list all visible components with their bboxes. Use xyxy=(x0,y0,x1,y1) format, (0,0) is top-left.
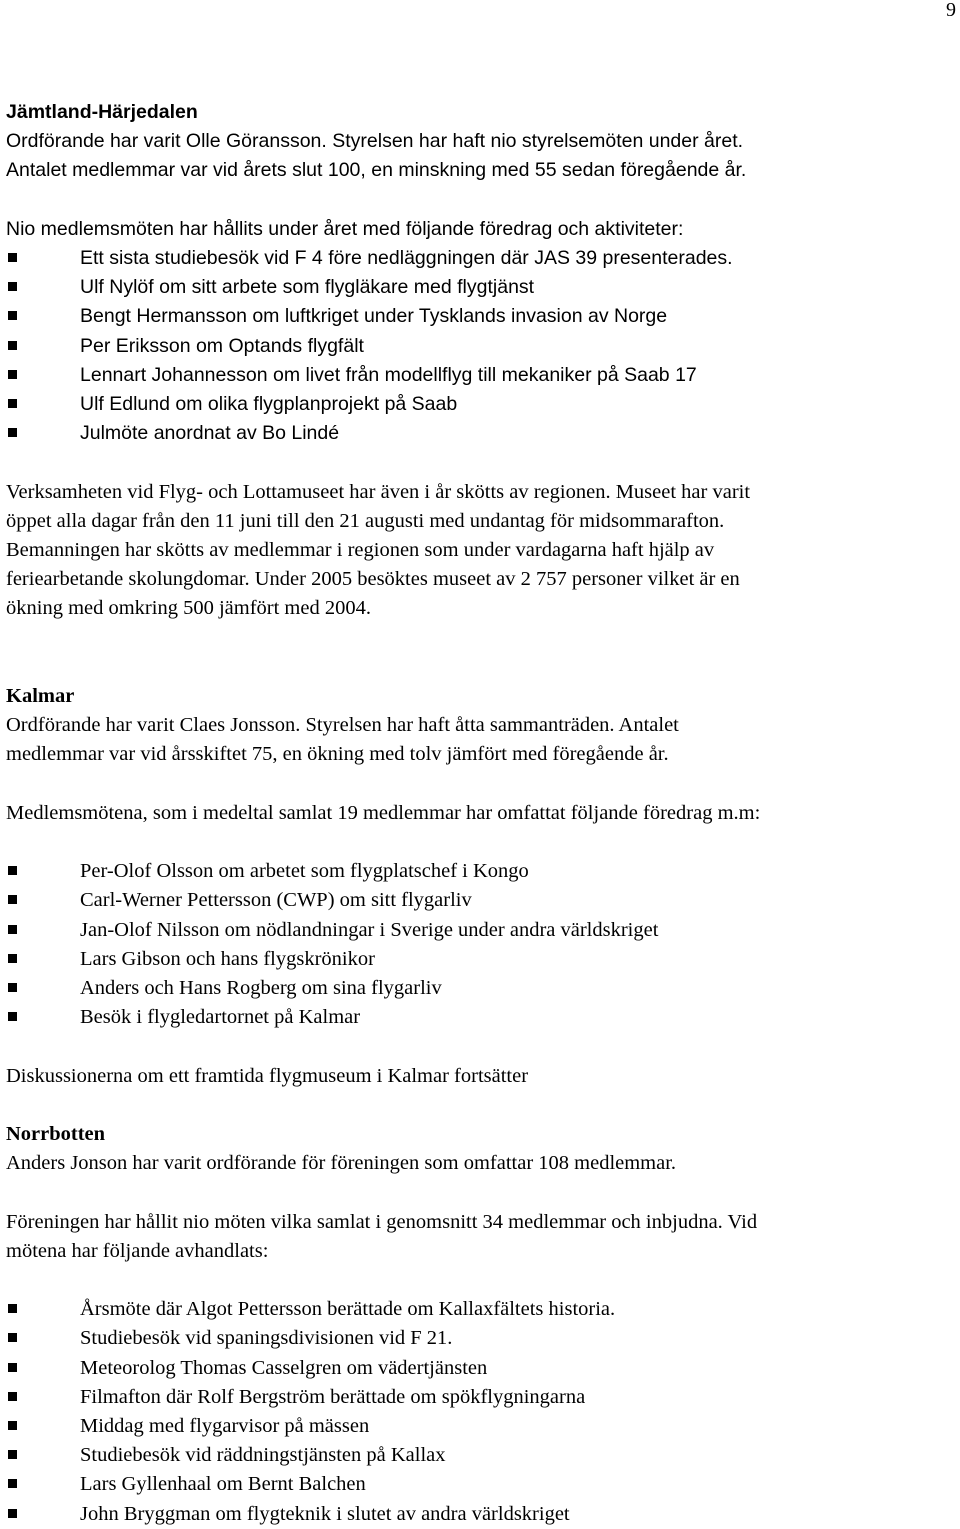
list-item: Jan-Olof Nilsson om nödlandningar i Sverige under andra världskriget xyxy=(6,916,954,945)
bullet-square-icon xyxy=(8,1012,17,1021)
bullet-square-icon xyxy=(8,428,17,437)
bullet-square-icon xyxy=(8,1509,17,1518)
meeting-list xyxy=(6,1295,954,1529)
bullet-square-icon xyxy=(8,341,17,350)
list-item: Per Eriksson om Optands flygfält xyxy=(6,332,954,361)
list-item: Studiebesök vid räddningstjänsten på Kallax xyxy=(6,1441,954,1470)
list-intro: mötena har följande avhandlats: xyxy=(6,1239,269,1262)
list-intro: Föreningen har hållit nio möten vilka samlat i genomsnitt 34 medlemmar och inbjudna. Vid xyxy=(6,1210,758,1233)
list-item: Carl-Werner Pettersson (CWP) om sitt flygarliv xyxy=(6,886,954,915)
list-item: Anders och Hans Rogberg om sina flygarliv xyxy=(6,974,954,1003)
list-item: Lars Gyllenhaal om Bernt Balchen xyxy=(6,1470,954,1499)
bullet-square-icon xyxy=(8,895,17,904)
section-norrbotten xyxy=(6,1120,954,1529)
section-heading: Norrbotten xyxy=(6,1123,106,1145)
bullet-square-icon xyxy=(8,1333,17,1342)
list-item: Ett sista studiebesök vid F 4 före nedläggningen där JAS 39 presenterades. xyxy=(6,244,954,273)
section-heading: Jämtland-Härjedalen xyxy=(6,101,198,123)
list-item: Ulf Edlund om olika flygplanprojekt på Saab xyxy=(6,390,954,419)
museum-paragraph-line: feriearbetande skolungdomar. Under 2005 besöktes museet av 2 757 personer vilket är en xyxy=(6,568,740,591)
bullet-square-icon xyxy=(8,311,17,320)
list-item: Middag med flygarvisor på mässen xyxy=(6,1412,954,1441)
intro-line: Ordförande har varit Olle Göransson. Styrelsen har haft nio styrelsemöten under året. xyxy=(6,130,744,153)
page-number: 9 xyxy=(946,0,956,21)
intro-line: Antalet medlemmar var vid årets slut 100, en minskning med 55 sedan föregående år. xyxy=(6,159,747,182)
bullet-square-icon xyxy=(8,399,17,408)
bullet-square-icon xyxy=(8,1450,17,1459)
document-body xyxy=(6,98,954,1529)
list-item: Per-Olof Olsson om arbetet som flygplatschef i Kongo xyxy=(6,857,954,886)
museum-paragraph-line: öppet alla dagar från den 11 juni till den 21 augusti med undantag för midsommarafton. xyxy=(6,509,725,532)
museum-paragraph-line: ökning med omkring 500 jämfört med 2004. xyxy=(6,597,371,620)
list-item: Besök i flygledartornet på Kalmar xyxy=(6,1003,954,1032)
bullet-square-icon xyxy=(8,1304,17,1313)
bullet-square-icon xyxy=(8,370,17,379)
bullet-square-icon xyxy=(8,282,17,291)
list-item: Lennart Johannesson om livet från modellflyg till mekaniker på Saab 17 xyxy=(6,361,954,390)
intro-line: Ordförande har varit Claes Jonsson. Styrelsen har haft åtta sammanträden. Antalet xyxy=(6,714,679,737)
section-heading: Kalmar xyxy=(6,685,75,708)
list-item: Julmöte anordnat av Bo Lindé xyxy=(6,419,954,448)
list-item: John Bryggman om flygteknik i slutet av andra världskriget xyxy=(6,1500,954,1529)
lecture-list xyxy=(6,857,954,1032)
activity-list xyxy=(6,244,954,448)
bullet-square-icon xyxy=(8,1479,17,1488)
list-intro: Nio medlemsmöten har hållits under året med följande föredrag och aktiviteter: xyxy=(6,217,684,240)
bullet-square-icon xyxy=(8,1363,17,1372)
section-kalmar xyxy=(6,682,954,1091)
list-item: Studiebesök vid spaningsdivisionen vid F 21. xyxy=(6,1324,954,1353)
intro-line: Anders Jonson har varit ordförande för föreningen som omfattar 108 medlemmar. xyxy=(6,1152,677,1175)
list-item: Lars Gibson och hans flygskrönikor xyxy=(6,945,954,974)
bullet-square-icon xyxy=(8,253,17,262)
list-item: Meteorolog Thomas Casselgren om vädertjänsten xyxy=(6,1354,954,1383)
bullet-square-icon xyxy=(8,983,17,992)
bullet-square-icon xyxy=(8,954,17,963)
bullet-square-icon xyxy=(8,925,17,934)
intro-line: medlemmar var vid årsskiftet 75, en ökning med tolv jämfört med föregående år. xyxy=(6,743,669,766)
closing-line: Diskussionerna om ett framtida flygmuseum i Kalmar fortsätter xyxy=(6,1064,529,1087)
list-item: Ulf Nylöf om sitt arbete som flygläkare med flygtjänst xyxy=(6,273,954,302)
list-intro: Medlemsmötena, som i medeltal samlat 19 medlemmar har omfattat följande föredrag m.m: xyxy=(6,801,761,824)
bullet-square-icon xyxy=(8,1421,17,1430)
museum-paragraph-line: Verksamheten vid Flyg- och Lottamuseet har även i år skötts av regionen. Museet har varit xyxy=(6,480,751,503)
bullet-square-icon xyxy=(8,866,17,875)
bullet-square-icon xyxy=(8,1392,17,1401)
list-item: Bengt Hermansson om luftkriget under Tysklands invasion av Norge xyxy=(6,302,954,331)
section-jamtland xyxy=(6,98,954,624)
list-item: Årsmöte där Algot Pettersson berättade om Kallaxfältets historia. xyxy=(6,1295,954,1324)
list-item: Filmafton där Rolf Bergström berättade om spökflygningarna xyxy=(6,1383,954,1412)
museum-paragraph-line: Bemanningen har skötts av medlemmar i regionen som under vardagarna haft hjälp av xyxy=(6,539,715,562)
